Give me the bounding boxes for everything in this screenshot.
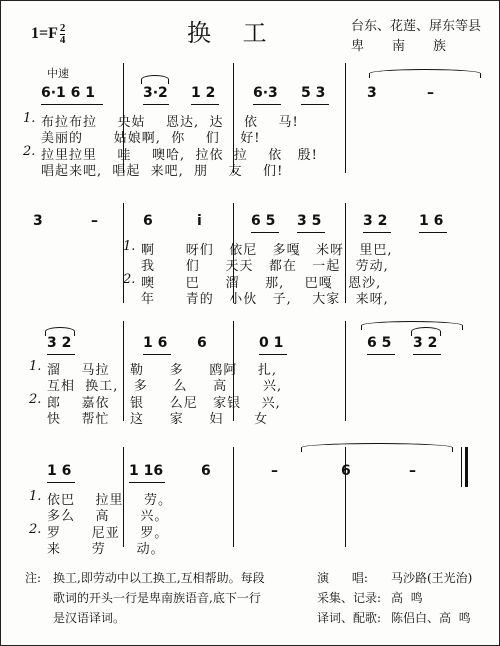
lyric-line: 罗 尼亚 罗。 [47, 526, 169, 541]
note-group: 5 3 [301, 85, 326, 101]
note-line: 歌词的开头一行是卑南族语音,底下一行 [53, 591, 261, 605]
beam [367, 354, 395, 355]
note-group: 3 [33, 213, 43, 229]
beam [47, 482, 75, 483]
note-group: 1 6 [419, 213, 444, 229]
lyric-line: 美丽的 姑娘啊, 你 们 好! [41, 131, 261, 146]
lyric-line: 唱起来吧, 唱起 来吧, 朋 友 们! [41, 164, 284, 179]
ethnicity-char-1: 卑 [351, 39, 365, 54]
tie [301, 443, 453, 452]
note-label: 注: [25, 571, 42, 585]
tie [369, 69, 481, 78]
beam [251, 232, 279, 233]
barline [345, 447, 346, 547]
final-barline-thick [465, 447, 468, 487]
note-group: 6 [201, 463, 211, 479]
note-group: i [197, 213, 202, 229]
lyric-line: 郎 嘉依 银 么尼 家银 兴, [47, 396, 281, 411]
note-group: 6 5 [251, 213, 276, 229]
credit-value: 高 鸣 [391, 591, 423, 605]
note-group: 3 [367, 85, 377, 101]
lyric-line: 拉里拉里 哇 噢哈, 拉依 拉 依 殷! [41, 148, 318, 163]
beam [297, 232, 325, 233]
barline [345, 321, 346, 421]
beam [47, 354, 75, 355]
barline [345, 63, 346, 173]
source-ethnicity [351, 35, 474, 54]
credit-label: 演 唱: [317, 571, 368, 585]
verse-number: 1. [23, 111, 36, 126]
note-group: 1 2 [191, 85, 216, 101]
note-group: 3·2 [143, 85, 168, 101]
verse-number: 1. [123, 239, 136, 254]
beam [143, 104, 169, 105]
lyric-line: 布拉布拉 央姑 恩达, 达 依 马! [41, 115, 299, 130]
note-group: 1 6 [47, 463, 72, 479]
time-denominator: 4 [59, 34, 66, 46]
note-group: 6·3 [253, 85, 278, 101]
beam [363, 232, 391, 233]
lyric-line: 依巴 拉里 劳。 [47, 493, 173, 508]
beam [259, 354, 287, 355]
beam [413, 354, 441, 355]
note-group: 3 2 [413, 335, 438, 351]
note-line: 换工,即劳动中以工换工,互相帮助。每段 [53, 571, 265, 585]
final-barline [461, 447, 462, 487]
lyric-line: 年 青的 小伙 子, 大家 来呀, [141, 292, 389, 307]
credit-value: 陈侣白、高 鸣 [391, 611, 471, 625]
note-group: 1 6 [143, 335, 168, 351]
note-group: 3 5 [297, 213, 322, 229]
lyric-line: 互相 换工, 多 么 高 兴, [47, 379, 283, 394]
note-group: – [427, 85, 434, 101]
beam [41, 104, 103, 105]
note-group: 6 5 [367, 335, 392, 351]
beam [191, 104, 219, 105]
note-group: – [409, 463, 416, 479]
note-group: 0 1 [259, 335, 284, 351]
verse-number: 1. [29, 359, 42, 374]
beam [143, 354, 171, 355]
tempo-marking: 中速 [47, 67, 69, 80]
ethnicity-char-2: 南 [392, 39, 406, 54]
lyric-line: 溜 马拉 勒 多 鸥阿 扎, [47, 363, 278, 378]
note-group: – [271, 463, 278, 479]
note-group: 3 2 [363, 213, 388, 229]
note-group: – [91, 213, 98, 229]
source-region: 台东、花莲、屏东等县 [351, 19, 482, 34]
ethnicity-char-3: 族 [433, 39, 447, 54]
time-signature [60, 23, 66, 46]
credit-value: 马沙路(王光治) [391, 571, 473, 585]
note-group: 6 [143, 213, 153, 229]
lyric-line: 我 们 天天 都在 一起 劳动, [141, 259, 389, 274]
note-group: 3 2 [47, 335, 72, 351]
beam [301, 104, 329, 105]
key-text: 1=F [31, 25, 58, 43]
key-signature [31, 23, 65, 46]
beam [129, 482, 165, 483]
note-group: 6·1 6 1 [41, 85, 96, 101]
verse-number: 1. [29, 489, 42, 504]
lyric-line: 多么 高 兴。 [47, 509, 169, 524]
beam [253, 104, 281, 105]
slur [141, 75, 169, 84]
verse-number: 2. [29, 522, 42, 537]
note-group: 6 [197, 335, 207, 351]
lyric-line: 啊 呀们 依尼 多嘎 米呀 里巴, [141, 243, 393, 258]
lyric-line: 噢 巴 溜 那, 巴嘎 恩沙, [141, 276, 382, 291]
note-group: 6 [341, 463, 351, 479]
verse-number: 2. [23, 144, 36, 159]
credit-label: 采集、记录: [317, 591, 382, 605]
credit-label: 译词、配歌: [317, 611, 382, 625]
beam [419, 232, 447, 233]
lyric-line: 快 帮忙 这 家 妇 女 [47, 412, 269, 427]
note-line: 是汉语译词。 [53, 611, 126, 625]
song-title: 换 工 [187, 19, 279, 47]
note-group: 1 16 [129, 463, 164, 479]
verse-number: 2. [123, 272, 136, 287]
time-numerator: 2 [59, 22, 66, 34]
verse-number: 2. [29, 392, 42, 407]
barline [233, 447, 234, 547]
lyric-line: 来 劳 动。 [47, 542, 165, 557]
